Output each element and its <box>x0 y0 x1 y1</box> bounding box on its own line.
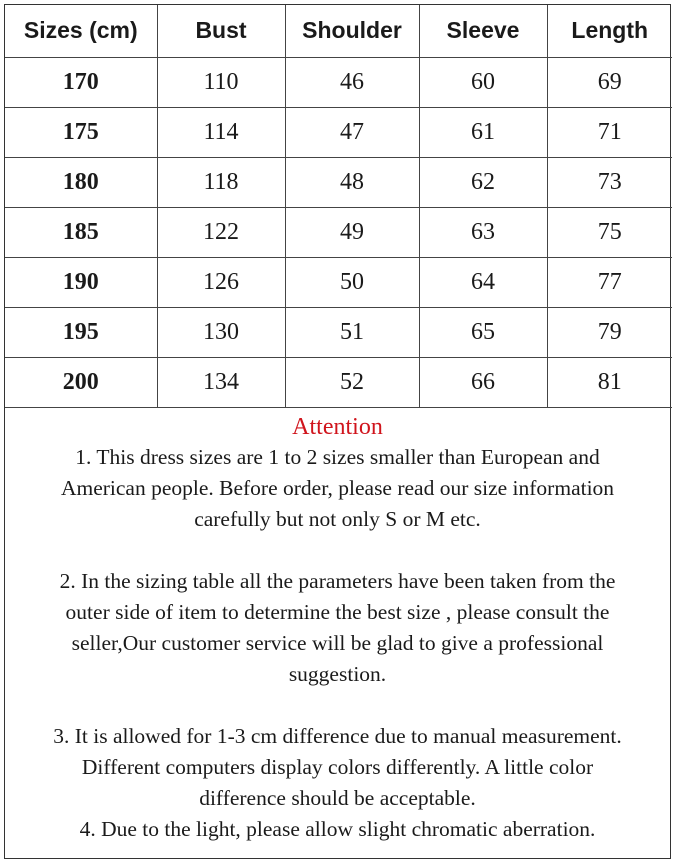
size-cell: 170 <box>5 57 157 107</box>
shoulder-cell: 52 <box>285 357 419 407</box>
bust-cell: 134 <box>157 357 285 407</box>
length-cell: 73 <box>547 157 672 207</box>
sleeve-cell: 62 <box>419 157 547 207</box>
sleeve-cell: 63 <box>419 207 547 257</box>
bust-cell: 114 <box>157 107 285 157</box>
note-item <box>5 721 670 814</box>
note-line: 2. In the sizing table all the parameters have been taken from the <box>59 568 616 593</box>
size-cell: 200 <box>5 357 157 407</box>
sleeve-cell: 61 <box>419 107 547 157</box>
header-sizes: Sizes (cm) <box>5 5 157 57</box>
header-sleeve: Sleeve <box>419 5 547 57</box>
table-row <box>5 107 672 157</box>
note-item <box>5 442 670 535</box>
table-row <box>5 357 672 407</box>
header-length: Length <box>547 5 672 57</box>
size-chart <box>4 4 671 859</box>
bust-cell: 118 <box>157 157 285 207</box>
length-cell: 71 <box>547 107 672 157</box>
table-row <box>5 57 672 107</box>
note-item <box>5 814 670 845</box>
shoulder-cell: 51 <box>285 307 419 357</box>
length-cell: 75 <box>547 207 672 257</box>
sleeve-cell: 65 <box>419 307 547 357</box>
bust-cell: 110 <box>157 57 285 107</box>
note-line: seller,Our customer service will be glad to give a professional <box>71 630 604 655</box>
note-line: outer side of item to determine the best size , please consult the <box>65 599 610 624</box>
size-cell: 185 <box>5 207 157 257</box>
sleeve-cell: 66 <box>419 357 547 407</box>
note-item <box>5 566 670 690</box>
size-cell: 180 <box>5 157 157 207</box>
size-cell: 175 <box>5 107 157 157</box>
attention-notes <box>5 408 670 845</box>
size-table <box>5 5 672 408</box>
table-header-row <box>5 5 672 57</box>
note-spacer <box>5 690 670 721</box>
note-line: Different computers display colors differently. A little color <box>81 754 594 779</box>
note-line: suggestion. <box>288 661 387 686</box>
length-cell: 69 <box>547 57 672 107</box>
size-cell: 190 <box>5 257 157 307</box>
table-row <box>5 257 672 307</box>
shoulder-cell: 49 <box>285 207 419 257</box>
header-bust: Bust <box>157 5 285 57</box>
note-line: 3. It is allowed for 1-3 cm difference due to manual measurement. <box>53 723 622 748</box>
table-row <box>5 207 672 257</box>
note-line: 1. This dress sizes are 1 to 2 sizes smaller than European and <box>75 444 600 469</box>
bust-cell: 122 <box>157 207 285 257</box>
shoulder-cell: 47 <box>285 107 419 157</box>
length-cell: 79 <box>547 307 672 357</box>
note-line: 4. Due to the light, please allow slight chromatic aberration. <box>79 816 596 841</box>
shoulder-cell: 50 <box>285 257 419 307</box>
size-cell: 195 <box>5 307 157 357</box>
note-line: American people. Before order, please read our size information <box>60 475 615 500</box>
shoulder-cell: 48 <box>285 157 419 207</box>
header-shoulder: Shoulder <box>285 5 419 57</box>
bust-cell: 126 <box>157 257 285 307</box>
note-line: carefully but not only S or M etc. <box>194 506 481 531</box>
length-cell: 77 <box>547 257 672 307</box>
sleeve-cell: 60 <box>419 57 547 107</box>
shoulder-cell: 46 <box>285 57 419 107</box>
attention-heading: Attention <box>292 413 383 440</box>
table-row <box>5 157 672 207</box>
sleeve-cell: 64 <box>419 257 547 307</box>
bust-cell: 130 <box>157 307 285 357</box>
table-row <box>5 307 672 357</box>
length-cell: 81 <box>547 357 672 407</box>
note-spacer <box>5 535 670 566</box>
note-line: difference should be acceptable. <box>199 785 476 810</box>
